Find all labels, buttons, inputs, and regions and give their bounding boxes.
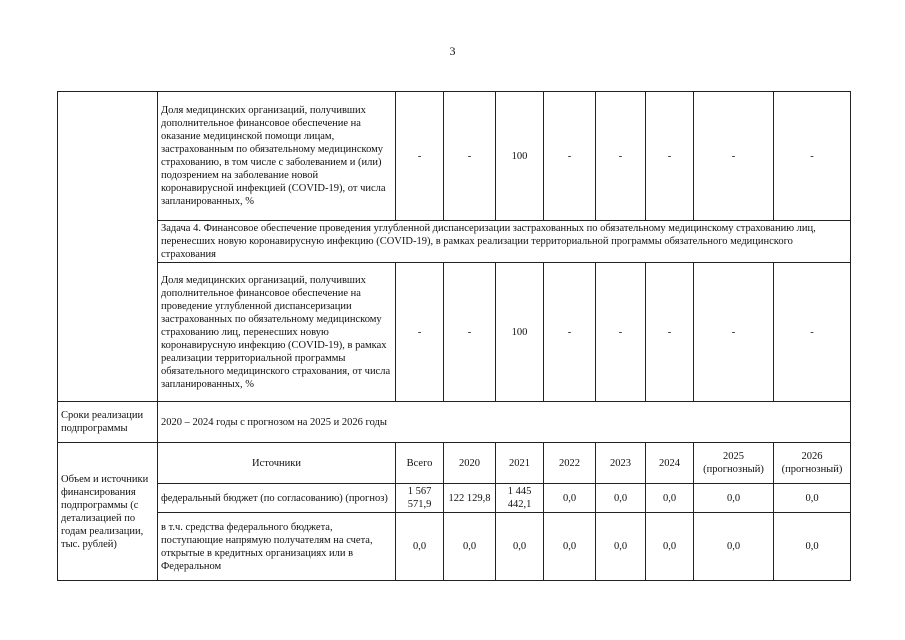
indicator-value: 100 [496,92,544,221]
header-year: 2026 (прогнозный) [774,443,851,484]
financing-value: 0,0 [544,513,596,581]
indicator-value: - [646,263,694,402]
indicator-name: Доля медицинских организаций, получивших дополнительное финансовое обеспечение на проведение углубленной диспансеризации застрахованных по обязательному медицинскому страхованию лиц, перенесших новую коронавирусную инфекцию (COVID-19), в рамках реализации территориальной программы обязательного медицинского страхования, от числа запланированных, % [158,263,396,402]
financing-value: 0,0 [774,513,851,581]
page-number: 3 [449,44,456,58]
indicator-value: - [646,92,694,221]
header-total: Всего [396,443,444,484]
empty-label-cell [58,92,158,402]
financing-value: 0,0 [646,513,694,581]
indicator-value: - [444,263,496,402]
indicator-value: - [774,92,851,221]
financing-value: 0,0 [774,484,851,513]
financing-value: 0,0 [544,484,596,513]
indicator-row [58,92,851,221]
financing-row [58,484,851,513]
indicator-value: - [596,92,646,221]
financing-header-row [58,443,851,484]
indicator-value: - [774,263,851,402]
indicator-value: 100 [496,263,544,402]
financing-value: 0,0 [396,513,444,581]
indicator-value: - [596,263,646,402]
indicator-value: - [694,263,774,402]
header-year: 2025 (прогнозный) [694,443,774,484]
header-year: 2023 [596,443,646,484]
financing-value: 0,0 [694,484,774,513]
task-row [58,221,851,263]
financing-value: 0,0 [694,513,774,581]
subprogram-passport-table [57,91,851,581]
indicator-value: - [396,92,444,221]
header-sources: Источники [158,443,396,484]
header-year: 2022 [544,443,596,484]
indicator-row [58,263,851,402]
header-year: 2021 [496,443,544,484]
financing-value: 1 567 571,9 [396,484,444,513]
indicator-value: - [544,263,596,402]
indicator-value: - [544,92,596,221]
financing-value: 1 445 442,1 [496,484,544,513]
terms-row [58,402,851,443]
terms-value: 2020 – 2024 годы с прогнозом на 2025 и 2026 годы [158,402,851,443]
indicator-value: - [396,263,444,402]
header-year: 2024 [646,443,694,484]
financing-source: федеральный бюджет (по согласованию) (прогноз) [158,484,396,513]
indicator-value: - [694,92,774,221]
financing-source: в т.ч. средства федерального бюджета, поступающие напрямую получателям на счета, открытые в кредитных организациях или в Федеральном [158,513,396,581]
header-year: 2020 [444,443,496,484]
financing-value: 0,0 [444,513,496,581]
financing-label: Объем и источники финансирования подпрограммы (с детализацией по годам реализации, тыс. рублей) [58,443,158,581]
financing-value: 0,0 [496,513,544,581]
indicator-name: Доля медицинских организаций, получивших дополнительное финансовое обеспечение на оказание медицинской помощи лицам, застрахованным по обязательному медицинскому страхованию, в том числе с заболеванием и (или) подозрением на заболевание новой коронавирусной инфекцией (COVID-19), от числа запланированных, % [158,92,396,221]
terms-label: Сроки реализации подпрограммы [58,402,158,443]
indicator-value: - [444,92,496,221]
financing-value: 122 129,8 [444,484,496,513]
financing-row [58,513,851,581]
task-title: Задача 4. Финансовое обеспечение проведения углубленной диспансеризации застрахованных по обязательному медицинскому страхованию лиц, перенесших новую коронавирусную инфекцию (COVID-19), в рамках реализации территориальной программы обязательного медицинского страхования [158,221,851,263]
financing-value: 0,0 [596,484,646,513]
financing-value: 0,0 [646,484,694,513]
financing-value: 0,0 [596,513,646,581]
